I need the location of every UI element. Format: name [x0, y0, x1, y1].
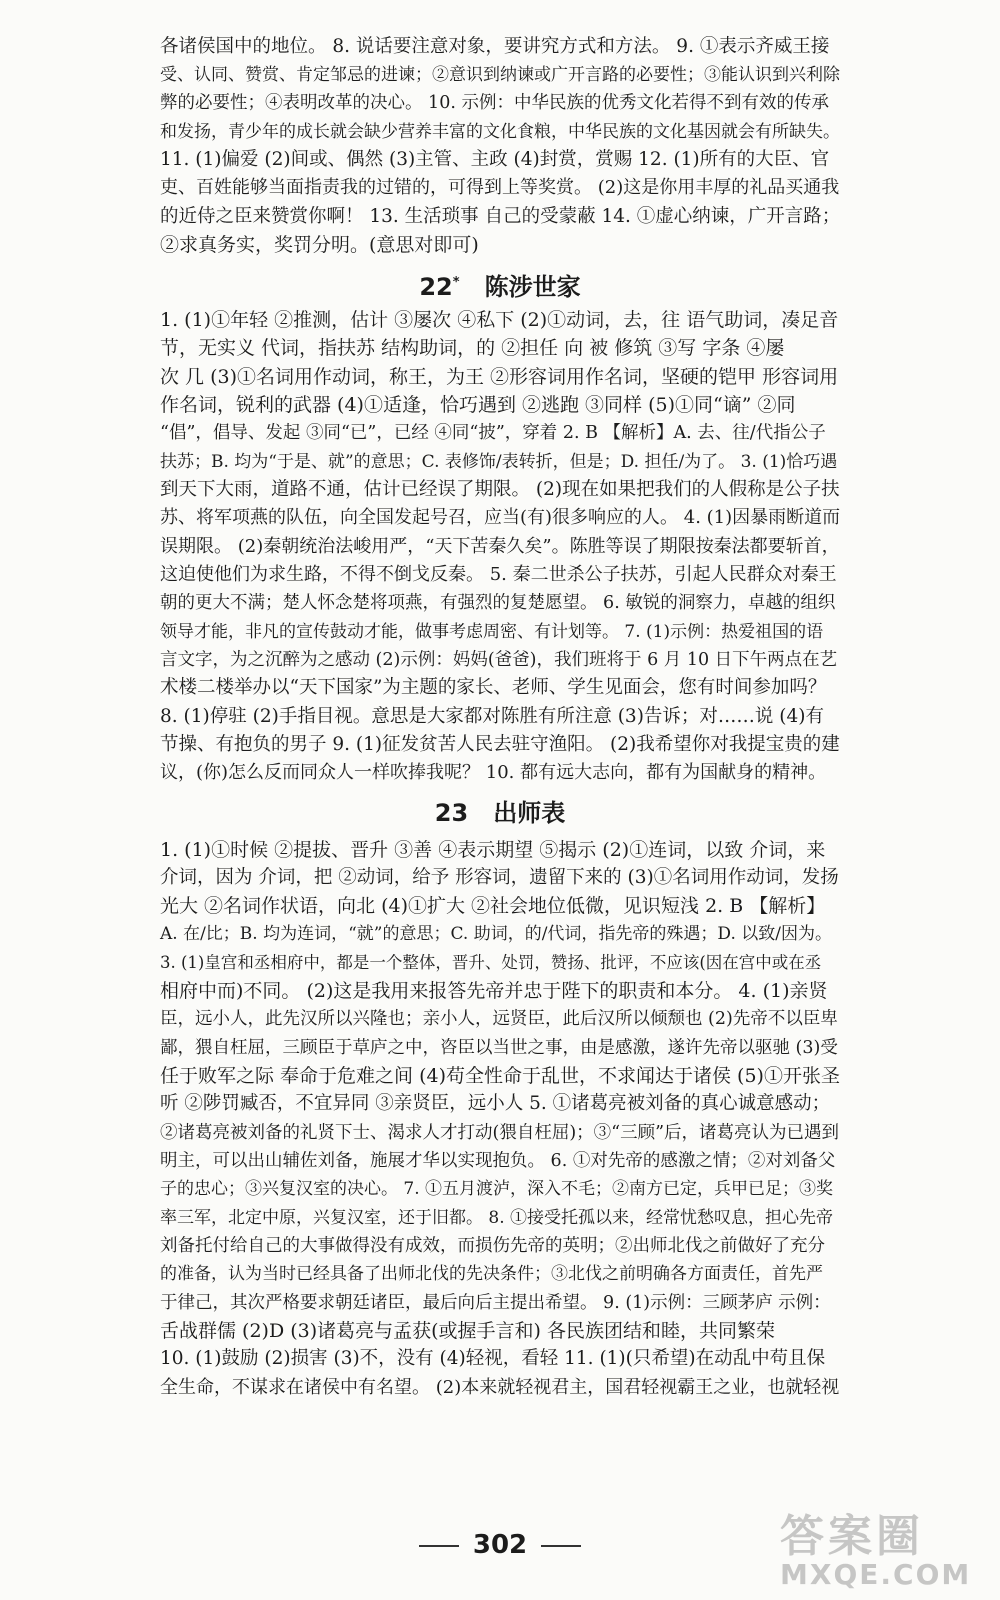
page-number: 302	[472, 1530, 528, 1560]
text-line: 议，(你)怎么反而同众人一样吹捧我呢？ 10. 都有远大志向，都有为国献身的精神。	[160, 762, 827, 783]
text-line: 到天下大雨，道路不通，估计已经误了期限。 (2)现在如果把我们的人假称是公子扶	[160, 479, 840, 500]
text-line: 扶苏；B. 均为“于是、就”的意思；C. 表修饰/表转折，但是；D. 担任/为了。 3. (1)恰巧遇	[160, 452, 838, 472]
text-line: 节，无实义 代词，指扶苏 结构助词，的 ②担任 向 被 修筑 ③写 字条 ④屡	[160, 337, 785, 359]
text-line: 的准备，认为当时已经具备了出师北伐的先决条件；③北伐之前明确各方面责任，首先严	[160, 1264, 823, 1284]
text-line: 作名词，锐利的武器 (4)①适逢，恰巧遇到 ②逃跑 ③同样 (5)①同“谪” ②同	[160, 394, 796, 416]
section-number: 23	[434, 799, 469, 827]
text-line: 弊的必要性；④表明改革的决心。 10. 示例：中华民族的优秀文化若得不到有效的传承	[160, 93, 829, 113]
text-line: “倡”，倡导、发起 ③同“已”，已经 ④同“披”，穿着 2. B 【解析】A. 去、往/代指公子	[160, 423, 826, 443]
text-line: ②诸葛亮被刘备的礼贤下士、渴求人才打动(猥自枉屈)；③“三顾”后，诸葛亮认为已遇到	[160, 1123, 840, 1143]
section-number: 22	[419, 273, 453, 301]
text-line: 臣，远小人，此先汉所以兴隆也；亲小人，远贤臣，此后汉所以倾颓也 (2)先帝不以臣卑	[160, 1009, 838, 1029]
text-line: 苏、将军项燕的队伍，向全国发起号召，应当(有)很多响应的人。 4. (1)因暴雨断道而	[160, 507, 841, 528]
text-line: 3. (1)皇宫和丞相府中，都是一个整体，晋升、处罚，赞扬、批评，不应该(因在宫中或在丞	[160, 953, 822, 972]
text-line: 明主，可以出山辅佐刘备，施展才华以实现抱负。 6. ①对先帝的感激之情；②对刘备父	[160, 1151, 836, 1171]
text-line: 1. (1)①时候 ②提拔、晋升 ③善 ④表示期望 ⑤揭示 (2)①连词，以致 介词，来	[160, 839, 826, 861]
text-line: 介词，因为 介词，把 ②动词，给予 形容词，遗留下来的 (3)①名词用作动词，发扬	[160, 867, 839, 888]
text-line: 次 几 (3)①名词用作动词，称王，为王 ②形容词用作名词，坚硬的铠甲 形容词用	[160, 366, 839, 388]
text-line: 舌战群儒 (2)D (3)诸葛亮与孟获(或握手言和) 各民族团结和睦，共同繁荣	[160, 1320, 776, 1342]
footer-dash-left	[419, 1545, 459, 1547]
text-line: 鄙，猥自枉屈，三顾臣于草庐之中，咨臣以当世之事，由是感激，遂许先帝以驱驰 (3)受	[160, 1038, 838, 1058]
section-heading-23	[160, 797, 840, 829]
text-line: 任于败军之际 奉命于危难之间 (4)苟全性命于乱世，不求闻达于诸侯 (5)①开张圣	[160, 1065, 840, 1087]
text-line: 率三军，北定中原，兴复汉室，还于旧都。 8. ①接受托孤以来，经常忧愁叹息，担心先帝	[160, 1208, 834, 1228]
page-footer	[400, 1530, 600, 1560]
text-line: 这迫使他们为求生路，不得不倒戈反秦。 5. 秦二世杀公子扶苏，引起人民群众对秦王	[160, 564, 837, 585]
text-line: 1. (1)①年轻 ②推测，估计 ③屡次 ④私下 (2)①动词，去，往 语气助词，凑足音	[160, 309, 839, 331]
text-line: 10. (1)鼓励 (2)损害 (3)不，没有 (4)轻视，看轻 11. (1)(只希望)在动乱中苟且保	[160, 1348, 826, 1369]
text-line: 各诸侯国中的地位。 8. 说话要注意对象，要讲究方式和方法。 9. ①表示齐威王接	[160, 36, 830, 57]
text-line: 节操、有抱负的男子 9. (1)征发贫苦人民去驻守渔阳。 (2)我希望你对我提宝贵的建	[160, 734, 840, 755]
watermark-url: MXQE.COM	[780, 1558, 972, 1591]
section-star-mark: *	[452, 275, 460, 290]
text-line: 术楼二楼举办以“天下国家”为主题的家长、老师、学生见面会，您有时间参加吗？	[160, 677, 827, 698]
section-title: 出师表	[493, 799, 566, 827]
section-heading-22	[160, 267, 840, 303]
text-line: 吏、百姓能够当面指责我的过错的，可得到上等奖赏。 (2)这是你用丰厚的礼品买通我	[160, 177, 840, 198]
text-line: 误期限。 (2)秦朝统治法峻用严，“天下苦秦久矣”。陈胜等误了期限按秦法都要斩首，	[160, 536, 840, 557]
section-title: 陈涉世家	[484, 273, 581, 301]
text-line: 8. (1)停驻 (2)手指目视。意思是大家都对陈胜有所注意 (3)告诉；对……说 (4)有	[160, 706, 824, 727]
text-line: 相府中而)不同。 (2)这是我用来报答先帝并忠于陛下的职责和本分。 4. (1)亲贤	[160, 980, 828, 1002]
text-line: 于律己，其次严格要求朝廷诸臣，最后向后主提出希望。 9. (1)示例：三顾茅庐 示例：	[160, 1293, 831, 1313]
text-line: ②求真务实，奖罚分明。(意思对即可)	[160, 234, 479, 256]
text-line: 听 ②陟罚臧否，不宜异同 ③亲贤臣，远小人 5. ①诸葛亮被刘备的真心诚意感动；	[160, 1093, 831, 1114]
text-line: 光大 ②名词作状语，向北 (4)①扩大 ②社会地位低微，见识短浅 2. B 【解析】	[160, 895, 826, 917]
footer-dash-right	[541, 1545, 581, 1547]
text-line: 的近侍之臣来赞赏你啊！ 13. 生活琐事 自己的受蒙蔽 14. ①虚心纳谏，广开言路；	[160, 206, 841, 227]
text-line: 领导才能，非凡的宣传鼓动才能，做事考虑周密、有计划等。 7. (1)示例：热爱祖国的语	[160, 622, 824, 642]
text-line: 朝的更大不满；楚人怀念楚将项燕，有强烈的复楚愿望。 6. 敏锐的洞察力，卓越的组织	[160, 593, 836, 613]
watermark-logo-text: 答案圈	[780, 1511, 924, 1562]
text-line: 全生命，不谋求在诸侯中有名望。 (2)本来就轻视君主，国君轻视霸王之业，也就轻视	[160, 1377, 840, 1398]
text-line: 受、认同、赞赏、肯定邹忌的进谏；②意识到纳谏或广开言路的必要性；③能认识到兴利除	[160, 65, 840, 85]
text-line: A. 在/比；B. 均为连词，“就”的意思；C. 助词，的/代词，指先帝的殊遇；D. 以致/因为。	[160, 924, 832, 944]
text-line: 子的忠心；③兴复汉室的决心。 7. ①五月渡泸，深入不毛；②南方已定，兵甲已足；③奖	[160, 1179, 834, 1199]
text-line: 刘备托付给自己的大事做得没有成效，而损伤先帝的英明；②出师北伐之前做好了充分	[160, 1236, 825, 1256]
text-line: 和发扬，青少年的成长就会缺少营养丰富的文化食粮，中华民族的文化基因就会有所缺失。	[160, 122, 840, 142]
text-line: 11. (1)偏爱 (2)间或、偶然 (3)主管、主政 (4)封赏，赏赐 12. (1)所有的大臣、官	[160, 149, 830, 170]
text-line: 言文字，为之沉醉为之感动 (2)示例：妈妈(爸爸)，我们班将于 6 月 10 日下午两点在艺	[160, 650, 838, 670]
site-watermark	[780, 1500, 990, 1600]
